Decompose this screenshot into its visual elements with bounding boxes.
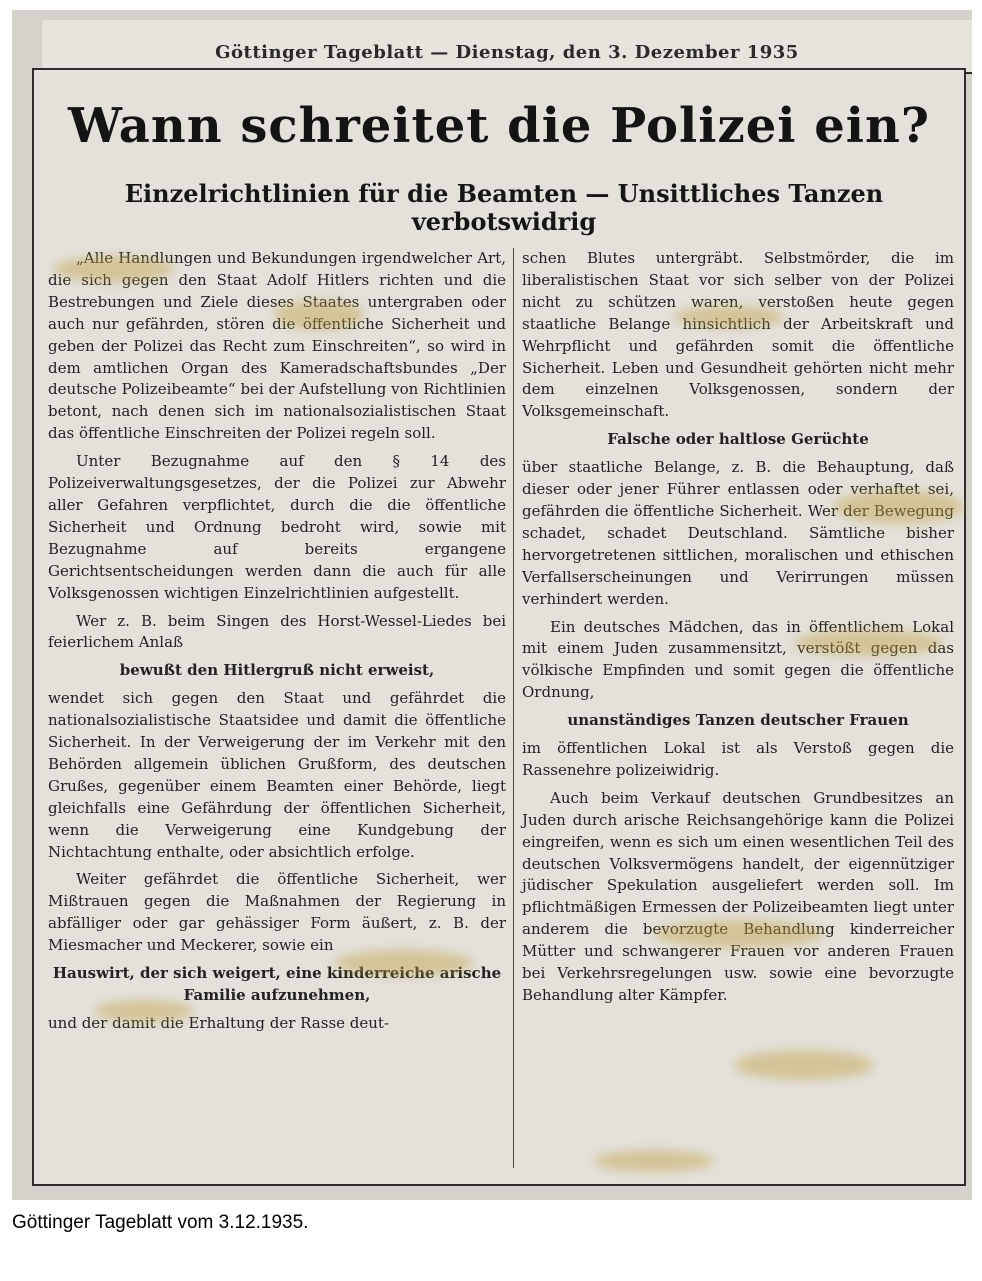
newspaper-photo — [12, 10, 972, 1200]
paper-stain — [654, 920, 824, 948]
column-divider — [513, 248, 514, 1168]
left-subheading-1: bewußt den Hitlergruß nicht erweist, — [119, 661, 435, 680]
paper-stain — [334, 950, 474, 976]
left-paragraph-3: Wer z. B. beim Singen des Horst-Wessel-Liedes bei feierlichem Anlaß — [48, 611, 506, 652]
left-paragraph-1: „Alle Handlungen und Bekundungen irgendwelcher Art, die sich gegen den Staat Adolf Hitlers richten und die Bestrebungen und Ziele dieses Staates untergraben oder auch nur gefährden, stören die öffentliche Sicherheit und geben der Polizei das Recht zum Einschreiten“, so wird in dem amtlichen Organ des Kameradschaftsbundes „Der deutsche Polizeibeamte“ bei der Aufstellung von Richtlinien betont, nach denen sich im nationalsozialistischen Staat das öffentliche Einschreiten der Polizei regeln soll. — [48, 249, 506, 443]
paper-stain — [274, 300, 364, 330]
left-subheading-2: Hauswirt, der sich weigert, eine kinderreiche arische Familie aufzunehmen, — [52, 964, 502, 1004]
article-headline: Wann schreitet die Polizei ein? — [67, 98, 931, 154]
right-paragraph-3: Ein deutsches Mädchen, das in öffentlichem Lokal mit einem Juden zusammensitzt, verstößt gegen das völkische Empfinden und somit gegen die öffentliche Ordnung, — [522, 617, 954, 702]
right-column — [522, 248, 954, 1174]
left-paragraph-6: und der damit die Erhaltung der Rasse deut- — [48, 1013, 390, 1032]
right-paragraph-4: im öffentlichen Lokal ist als Verstoß gegen die Rassenehre polizeiwidrig. — [522, 739, 954, 779]
image-caption: Göttinger Tageblatt vom 3.12.1935. — [12, 1212, 309, 1233]
left-column — [48, 248, 506, 1174]
article-clipping — [32, 68, 966, 1186]
left-paragraph-2: Unter Bezugnahme auf den § 14 des Polizeiverwaltungsgesetzes, der die Polizei zur Abwehr aller Gefahren verpflichtet, durch die die öffentliche Sicherheit und Ordnung bedroht wird, sowie mit Bezugnahme auf bereits ergangene Gerichtsentscheidungen werden dann die auch für alle Volksgenossen wichtigen Einzelrichtlinien aufgestellt. — [48, 452, 506, 602]
right-subheading-1: Falsche oder haltlose Gerüchte — [607, 430, 869, 449]
right-paragraph-2: über staatliche Belange, z. B. die Behauptung, daß dieser oder jener Führer entlassen oder verhaftet sei, gefährden die öffentliche Sicherheit. Wer der Bewegung schadet, schadet Deutschland. Sämtliche bisher hervorgetretenen sittlichen, moralischen und ethischen Verfallserscheinungen und Verirrungen müssen verhindert werden. — [522, 458, 954, 608]
paper-stain — [834, 490, 964, 524]
masthead-text: Göttinger Tageblatt — Dienstag, den 3. Dezember 1935 — [215, 42, 799, 63]
paper-stain — [594, 1150, 714, 1172]
paper-stain — [54, 256, 174, 282]
paper-stain — [94, 1000, 194, 1022]
paper-stain — [734, 1050, 874, 1080]
right-subheading-2: unanständiges Tanzen deutscher Frauen — [567, 711, 909, 730]
left-paragraph-4: wendet sich gegen den Staat und gefährdet die nationalsozialistische Staatsidee und damit die öffentliche Sicherheit. In der Verweigerung der im Verkehr mit den Behörden allgemein üblichen Grußform, des deutschen Grußes, gegenüber einem Beamten einer Behörde, liegt gleichfalls eine Gefährdung der öffentlichen Sicherheit, wenn die Verweigerung eine Kundgebung der Nichtachtung enthalte, oder absichtlich erfolge. — [48, 689, 506, 861]
paper-stain — [794, 630, 944, 656]
left-paragraph-5: Weiter gefährdet die öffentliche Sicherheit, wer Mißtrauen gegen die Maßnahmen der Regierung in abfälliger oder gar gehässiger Form äußert, z. B. der Miesmacher und Meckerer, sowie ein — [48, 870, 506, 955]
right-paragraph-1: schen Blutes untergräbt. Selbstmörder, die im liberalistischen Staat vor sich selber von der Polizei nicht zu schützen waren, verstoßen heute gegen staatliche Belange hinsichtlich der Arbeitskraft und Wehrpflicht und gefährden somit die öffentliche Sicherheit. Leben und Gesundheit gehörten nicht mehr dem einzelnen Volksgenossen, sondern der Volksgemeinschaft. — [522, 249, 954, 421]
paper-stain — [674, 306, 784, 328]
masthead — [42, 20, 972, 74]
right-paragraph-5: Auch beim Verkauf deutschen Grundbesitzes an Juden durch arische Reichsangehörige kann die Polizei eingreifen, wenn es sich um einen wesentlichen Teil des deutschen Volksvermögens handelt, der eigennütziger jüdischer Spekulation ausgeliefert werden soll. Im pflichtmäßigen Ermessen der Polizeibeamten liegt unter anderem die bevorzugte Behandlung kinderreicher Mütter und schwangerer Frauen vor anderen Frauen bei Verkehrsregelungen usw. sowie eine bevorzugte Behandlung alter Kämpfer. — [522, 788, 954, 1004]
article-subheadline: Einzelrichtlinien für die Beamten — Unsittliches Tanzen verbotswidrig — [124, 179, 884, 236]
